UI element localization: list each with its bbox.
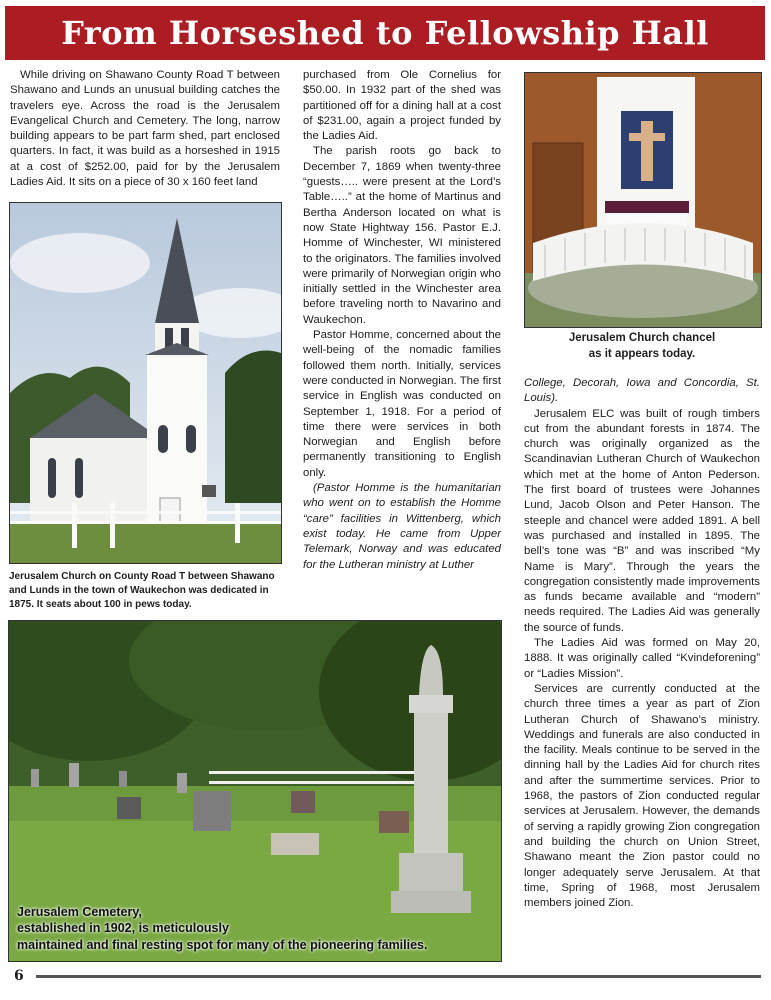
church-photo-caption: Jerusalem Church on County Road T between Shawano and Lunds in the town of Waukechon was dedicated in 1875. It seats about 100 in pews today. — [9, 571, 275, 610]
cemetery-photo-caption — [17, 904, 427, 954]
chancel-photo-caption — [524, 330, 760, 362]
chancel-photo — [524, 72, 762, 328]
paragraph: (Pastor Homme is the humanitarian who went on to establish the Homme “care” facilities in Wittenberg, which exist today. He came from Upper Telemark, Norway and was educated for the Lutheran ministry at Luther — [303, 482, 501, 571]
title-banner — [5, 6, 765, 60]
paragraph: The parish roots go back to December 7, 1869 when twenty-three “guests….. were present at the Lord’s Table…..” at the home of Martinus and Bertha Anderson located on what is now State Hightway 156. Pastor E.J. Homme of Winchester, WI ministered to the originators. The families involved were primarily of Norwegian origin who initially settled in the Winchester area before traveling north to Navarino and Waukechon. — [303, 145, 501, 326]
paragraph: While driving on Shawano County Road T between Shawano and Lunds an unusual building catches the travelers eye. Across the road is the Jerusalem Evangelical Church and Cemetery. The long, narrow building appears to be part farm shed, part enclosed quarters. In fact, it was build as a horseshed in 1915 at a cost of $252.00, paid for by the Jerusalem Ladies Aid. It sits on a piece of 30 x 160 feet land — [10, 69, 280, 189]
cemetery-photo — [8, 620, 502, 962]
column-2-text — [303, 68, 501, 573]
paragraph: The Ladies Aid was formed on May 20, 1888. It was originally called “Kvindeforening” or “Ladies Mission”. — [524, 637, 760, 680]
column-1-text — [10, 68, 280, 190]
paragraph: Services are currently conducted at the church three times a year as part of Zion Lutheran Church of Shawano’s ministry. Weddings and funerals are also conducted in the facility. Meals continue to be served in the dinning hall by the Ladies Aid for church rites and after the summertime services. Prior to 1968, the pastors of Zion conducted regular services at Jerusalem. However, the demands of serving a rapidly growing Zion congregation and building the church on Union Street, Shawano meant the Zion pastor could no longer adequately serve Jerusalem. At that time, Spring of 1968, most Jerusalem members joined Zion. — [524, 682, 760, 910]
caption-line: Jerusalem Church chancel — [568, 332, 716, 344]
page-title: From Horseshed to Fellowship Hall — [61, 14, 709, 52]
paragraph: Jerusalem ELC was built of rough timbers cut from the abundant forests in 1874. The church was originally organized as the Scandinavian Lutheran Church of Waukechon which met at the home of Anton Pederson. The first board of trustees were Johannes Lund, Jacob Olson and Peter Hanson. The steeple and chancel were added 1891. A bell was purchased and installed in 1895. The bell’s tone was “B” and was inscribed “My Name is Mary”. Through the years the congregation consistently made improvements as funds became available and “modern” needs required. The Ladies Aid was generally the source of funds. — [524, 407, 760, 634]
paragraph: purchased from Ole Cornelius for $50.00. In 1932 part of the shed was partitioned off for a dining hall at a cost of $231.00, again a project funded by the Ladies Aid. — [303, 69, 501, 143]
caption-line: maintained and final resting spot for many of the pioneering families. — [17, 937, 428, 952]
caption-line: established in 1902, is meticulously — [17, 921, 229, 935]
paragraph: College, Decorah, Iowa and Concordia, St. Louis). — [524, 377, 760, 405]
page-number: 6 — [14, 968, 24, 984]
footer-rule — [36, 975, 761, 978]
column-3-text — [524, 376, 760, 911]
caption-line: Jerusalem Cemetery, — [17, 904, 142, 919]
paragraph: Pastor Homme, concerned about the well-being of the nomadic families followed them north. Initially, services were conducted in Norwegian. The first service in English was conducted on September 1, 1918. For a period of time there were services in both Norwegian and English before permanently transitioning to English only. — [303, 329, 501, 479]
caption-line: as it appears today. — [588, 348, 696, 360]
church-photo — [9, 202, 282, 564]
